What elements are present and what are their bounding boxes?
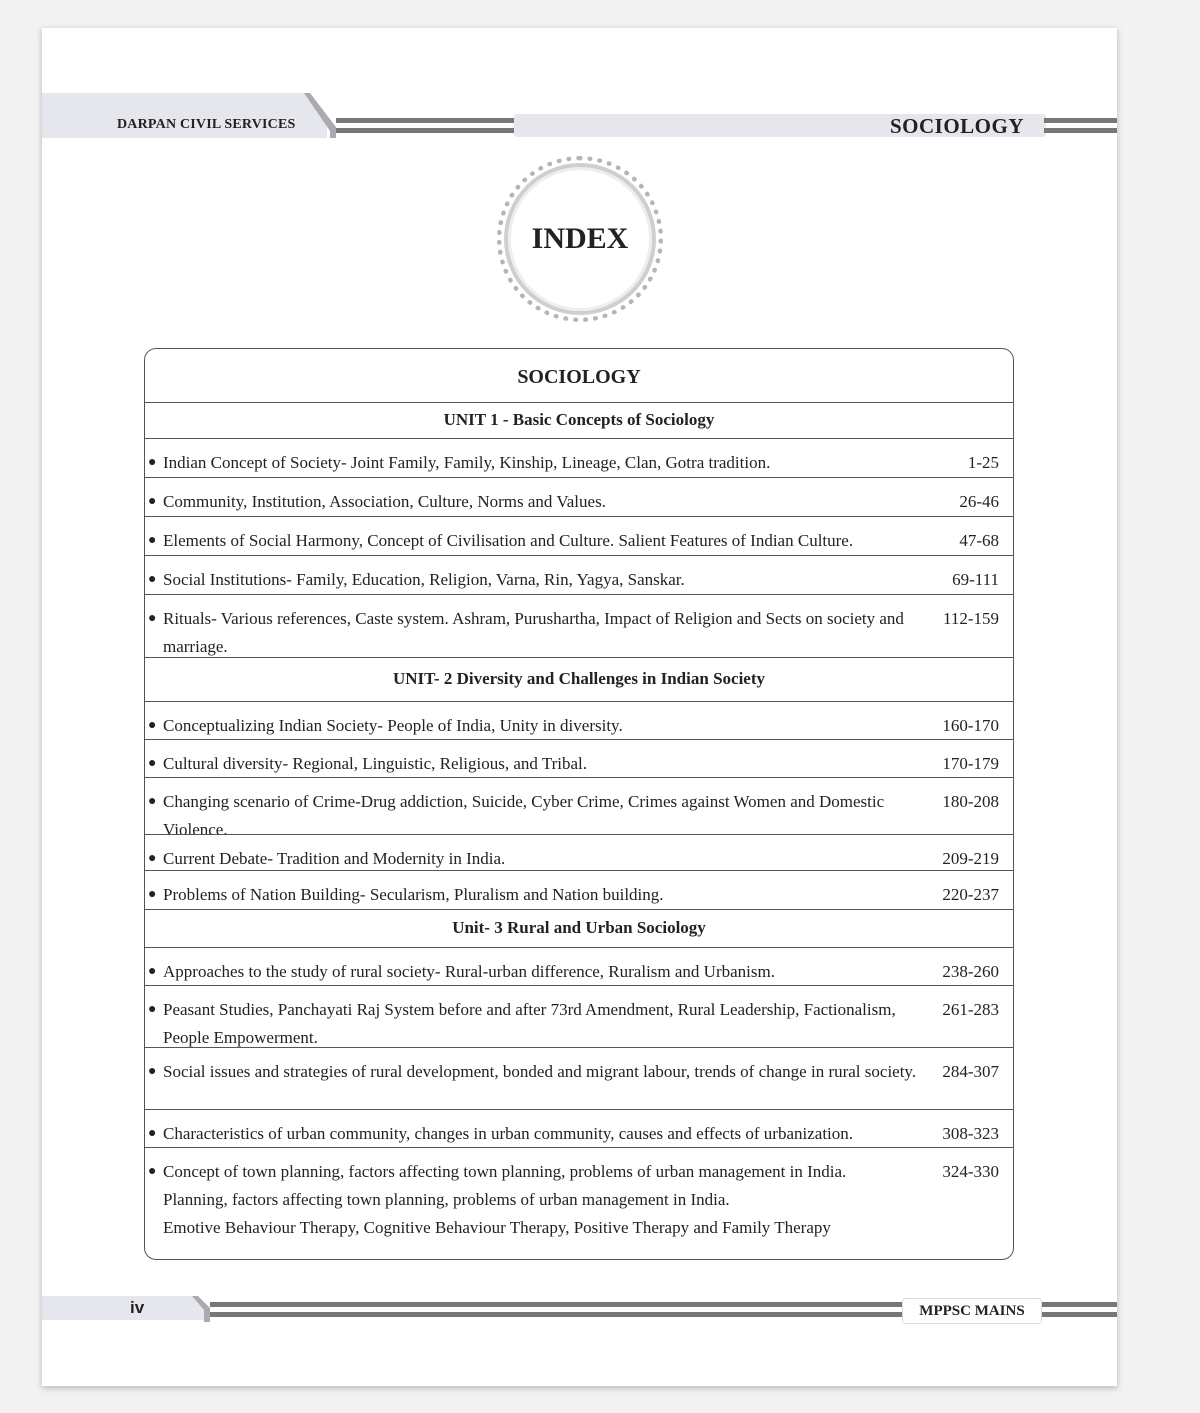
footer-rule (1042, 1312, 1117, 1317)
bullet-icon: ● (148, 1126, 157, 1141)
bullet-icon: ● (148, 718, 157, 733)
topic-text: Indian Concept of Society- Joint Family, Family, Kinship, Lineage, Clan, Gotra tradition. (163, 453, 771, 472)
page-range: 47-68 (959, 531, 999, 550)
header-rule (1044, 128, 1117, 133)
index-row (145, 985, 1013, 1047)
page-range: 324-330 (942, 1162, 999, 1181)
bullet-icon: ● (148, 756, 157, 771)
header-rule (336, 128, 514, 133)
unit-heading: Unit- 3 Rural and Urban Sociology (145, 909, 1013, 947)
topic-text: Concept of town planning, factors affecting town planning, problems of urban management in India. Planning, factors affecting town planning, problems of urban management in India. Emotive Behaviour Therapy, Cognitive Behaviour Therapy, Positive Therapy and Family Therapy (163, 1162, 847, 1237)
topic-text: Characteristics of urban community, changes in urban community, causes and effects of urbanization. (163, 1124, 854, 1143)
index-row (145, 834, 1013, 870)
index-row (145, 438, 1013, 477)
index-row (145, 1147, 1013, 1260)
topic-text: Social Institutions- Family, Education, Religion, Varna, Rin, Yagya, Sanskar. (163, 570, 685, 589)
topic-text: Changing scenario of Crime-Drug addiction, Suicide, Cyber Crime, Crimes against Women and Domestic Violence. (163, 792, 885, 839)
topic-text: Conceptualizing Indian Society- People of India, Unity in diversity. (163, 716, 623, 735)
topic-text: Social issues and strategies of rural development, bonded and migrant labour, trends of change in rural society. (163, 1062, 917, 1081)
page-range: 238-260 (942, 962, 999, 981)
index-row (145, 555, 1013, 594)
index-row (145, 870, 1013, 908)
page-range: 209-219 (942, 849, 999, 868)
header-subject: SOCIOLOGY (889, 114, 1024, 138)
bullet-icon: ● (148, 1002, 157, 1017)
bullet-icon: ● (148, 1064, 157, 1079)
bullet-icon: ● (148, 1164, 157, 1179)
topic-text: Community, Institution, Association, Culture, Norms and Values. (163, 492, 606, 511)
page-range: 112-159 (942, 609, 999, 628)
page-range: 160-170 (942, 716, 999, 735)
bullet-icon: ● (148, 964, 157, 979)
topic-text: Approaches to the study of rural society- Rural-urban difference, Ruralism and Urbanism. (163, 962, 775, 981)
index-title: INDEX (531, 222, 629, 255)
topic-text: Peasant Studies, Panchayati Raj System before and after 73rd Amendment, Rural Leadership, Factionalism, People Empowerment. (163, 1000, 896, 1047)
topic-text: Current Debate- Tradition and Modernity in India. (163, 849, 506, 868)
bullet-icon: ● (148, 572, 157, 587)
index-row (145, 516, 1013, 555)
page-range: 308-323 (942, 1124, 999, 1143)
index-row (145, 947, 1013, 985)
header-rule (336, 118, 514, 123)
bullet-icon: ● (148, 455, 157, 470)
document-page (42, 28, 1117, 1386)
page-number: iv (130, 1298, 145, 1317)
page-range: 69-111 (952, 570, 999, 589)
page-range: 261-283 (942, 1000, 999, 1019)
index-row (145, 701, 1013, 739)
page-range: 170-179 (942, 754, 999, 773)
bullet-icon: ● (148, 794, 157, 809)
bullet-icon: ● (148, 887, 157, 902)
topic-text: Cultural diversity- Regional, Linguistic, Religious, and Tribal. (163, 754, 588, 773)
page-range: 26-46 (959, 492, 999, 511)
index-row (145, 777, 1013, 839)
index-row (145, 1109, 1013, 1147)
footer-rule (210, 1312, 902, 1317)
index-table (144, 348, 1014, 1260)
table-title: SOCIOLOGY (517, 366, 641, 388)
topic-text: Problems of Nation Building- Secularism, Pluralism and Nation building. (163, 885, 664, 904)
bullet-icon: ● (148, 533, 157, 548)
index-row (145, 594, 1013, 657)
page-range: 180-208 (942, 792, 999, 811)
index-row (145, 1047, 1013, 1109)
index-row (145, 477, 1013, 516)
bullet-icon: ● (148, 611, 157, 626)
page-range: 1-25 (967, 453, 999, 472)
unit-heading: UNIT- 2 Diversity and Challenges in Indian Society (145, 657, 1013, 701)
index-row (145, 739, 1013, 777)
bullet-icon: ● (148, 494, 157, 509)
footer-rule (1042, 1302, 1117, 1307)
page-range: 284-307 (942, 1062, 999, 1081)
footer-tab (42, 1296, 204, 1320)
bullet-icon: ● (148, 851, 157, 866)
page-range: 220-237 (942, 885, 999, 904)
header-rule (1044, 118, 1117, 123)
topic-text: Elements of Social Harmony, Concept of Civilisation and Culture. Salient Features of Indian Culture. (163, 531, 854, 550)
footer-rule (210, 1302, 902, 1307)
footer-exam: MPPSC MAINS (902, 1298, 1042, 1324)
topic-text: Rituals- Various references, Caste system. Ashram, Purushartha, Impact of Religion and Sects on society and marriage. (163, 609, 904, 656)
header-publisher: DARPAN CIVIL SERVICES (117, 117, 296, 132)
unit-heading: UNIT 1 - Basic Concepts of Sociology (145, 402, 1013, 438)
